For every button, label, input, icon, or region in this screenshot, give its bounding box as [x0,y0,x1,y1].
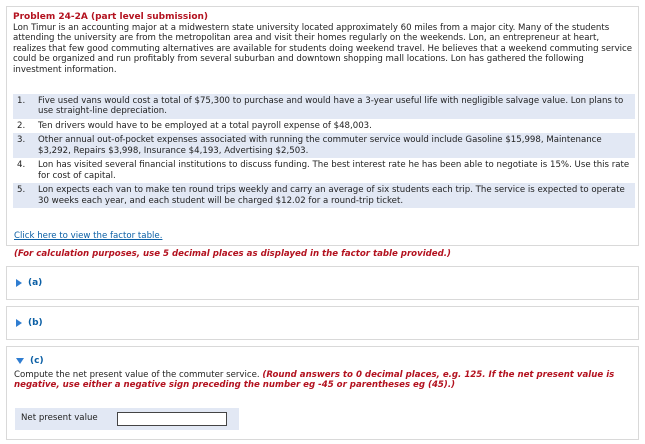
part-b-panel [6,306,639,340]
part-a-label: (a) [28,278,43,288]
part-c-label: (c) [30,356,44,366]
list-item [13,158,635,183]
problem-title: Problem 24-2A (part level submission) [13,12,209,22]
list-item-number: 4. [17,160,26,171]
list-item-text: Five used vans would cost a total of $75,300 to purchase and would have a 3-year useful life with negligible salvage value. Lon plans to use straight-line depreciation. [38,96,624,117]
instruction-text: Compute the net present value of the commuter service. [14,370,260,380]
list-item-number: 3. [17,135,26,146]
part-b-toggle[interactable] [16,318,43,329]
npv-input[interactable] [117,412,227,426]
list-item-number: 5. [17,185,26,196]
investment-info-list [13,94,635,208]
list-item-number: 1. [17,96,26,106]
list-item-text: Lon expects each van to make ten round trips weekly and carry an average of six students each trip. The service is expected to operate 30 weeks each year, and each student will be charged $12.02 for a round-trip ticket. [38,185,625,206]
list-item [13,94,635,119]
rounding-instruction: (Round answers to 0 decimal places, e.g. 125. If the net present value is negative, use either a negative sign preceding the number eg -45 or parentheses eg (45).) [14,370,615,391]
list-item [13,119,635,133]
problem-panel [6,6,639,259]
part-b-label: (b) [28,318,43,328]
list-item [13,183,635,208]
part-a-panel [6,266,639,300]
list-item-text: Other annual out-of-pocket expenses associated with running the commuter service would include Gasoline $15,998, Maintenance $3,292, Repairs $3,998, Insurance $4,193, Advertising $2,503. [38,135,602,156]
npv-answer-row [15,408,239,430]
expand-triangle-icon [16,319,22,327]
part-a-toggle[interactable] [16,278,42,289]
expand-triangle-icon [16,279,22,287]
calculation-note: (For calculation purposes, use 5 decimal places as displayed in the factor table provided.) [14,249,451,259]
part-c-toggle[interactable] [16,356,44,367]
npv-label: Net present value [21,413,98,423]
factor-table-link[interactable]: Click here to view the factor table. [14,231,163,241]
part-c-instruction [14,370,636,391]
list-item [13,133,635,158]
part-c-panel [6,346,639,440]
collapse-triangle-icon [16,358,24,364]
problem-intro: Lon Timur is an accounting major at a midwestern state university located approximately 60 miles from a major city. Many of the students attending the university are from the metropolitan area and visit their homes regularly on the weekends. Lon, an entrepreneur at heart, realizes that few good commuting alternatives are available for students doing weekend travel. He believes that a weekend commuting service could be organized and run profitably from several suburban and downtown shopping mall locations. Lon has gathered the following investment information. [13,23,633,75]
list-item-number: 2. [17,120,26,131]
list-item-text: Ten drivers would have to be employed at a total payroll expense of $48,003. [38,120,372,131]
list-item-text: Lon has visited several financial institutions to discuss funding. The best interest rate he has been able to negotiate is 15%. Use this rate for cost of capital. [38,160,630,181]
